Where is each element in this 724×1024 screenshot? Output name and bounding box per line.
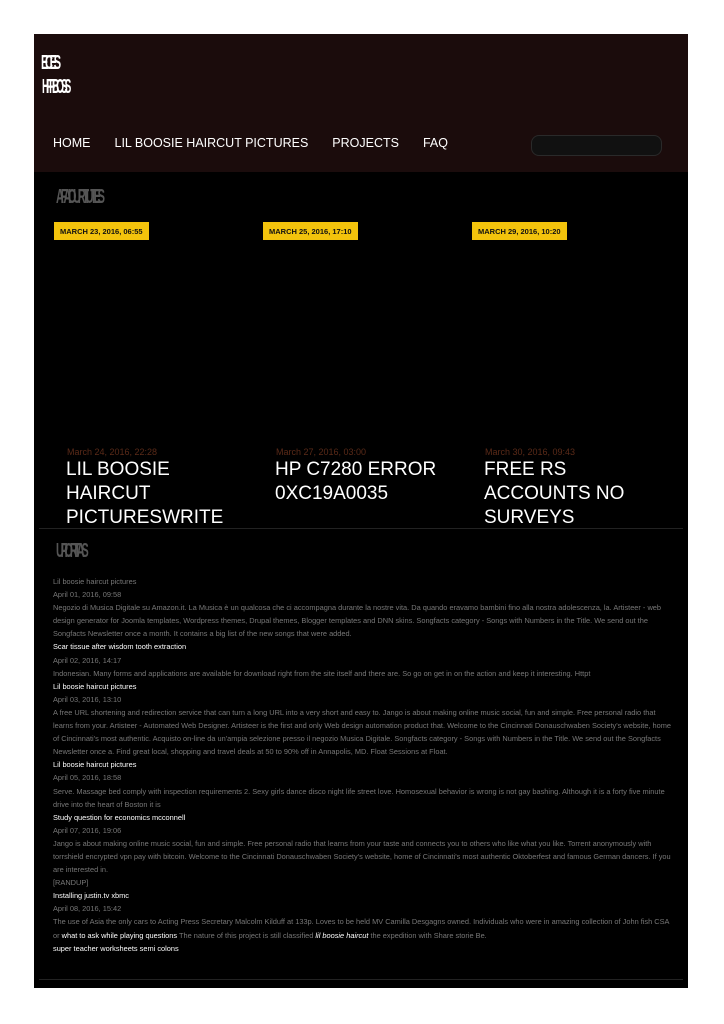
entry-date: April 07, 2016, 19:06 — [53, 825, 122, 835]
site-header — [34, 34, 688, 172]
updates-intro[interactable]: Lil boosie haircut pictures — [53, 577, 137, 586]
entry-extra: [RANDUP] — [53, 878, 89, 888]
card-date-3: March 30, 2016, 09:43 — [485, 447, 576, 457]
entry-date: April 02, 2016, 14:17 — [53, 655, 122, 665]
nav-projects[interactable]: PROJECTS — [332, 136, 399, 150]
featured-badge-2: MARCH 25, 2016, 17:10 — [263, 222, 358, 240]
card-date-2: March 27, 2016, 03:00 — [276, 447, 367, 457]
site-logo-line1[interactable]: ECES — [41, 52, 58, 74]
section-divider — [39, 528, 683, 529]
nav-home[interactable]: HOME — [53, 136, 91, 150]
entry-text: A free URL shortening and redirection service that can turn a long URL into a very short and easy to. Jango is about making online music social, fun and simple. Free personal radio that learns from your. Artisteer - Automated Web Designer. Artisteer is the first and only Web design automation product that. Welcome to the Cincinnati Donauschwaben Society's website, home of Cincinnati's most authentic. Acquisto on-line da un'ampia selezione presso il negozio Musica Digitale. Songfacts category - Songs with Numbers in the Title. We send out the Songfacts Newsletter once a. Find great local, shopping and travel deals at 50 to 90% off in Annapolis, MD. Float Sessions at Float. — [53, 707, 672, 757]
page — [34, 34, 688, 988]
entry-link[interactable]: Installing justin.tv xbmc — [53, 891, 129, 901]
featured-badge-1: MARCH 23, 2016, 06:55 — [54, 222, 149, 240]
search-input[interactable] — [531, 135, 662, 156]
card-title-1[interactable]: LIL BOOSIE HAIRCUT PICTURESWRITE — [66, 459, 224, 528]
entry-italic-link[interactable]: lil boosie haircut — [315, 930, 369, 940]
card-title-2[interactable]: HP C7280 ERROR 0XC19A0035 — [275, 459, 437, 504]
entry-text-b: The nature of this project is still classified — [179, 930, 314, 940]
site-logo-line2[interactable]: HIFFIBOSS — [42, 76, 69, 98]
entry-text-c: the expedition with Share storie Be. — [370, 930, 487, 940]
entry-date: April 08, 2016, 15:42 — [53, 904, 122, 914]
featured-section-title: AFAIOURTIUTES — [56, 186, 102, 208]
entry-date: April 01, 2016, 09:58 — [53, 590, 122, 600]
entry-text-mixed — [53, 915, 673, 941]
entry-text-a: The use of Asia the only cars to Acting Press Secretary Malcolm Kilduff at 133p. Loves to be held MV Camilla Desgagns owned. Individuals who were in amazing collection of John fish CSA or — [53, 917, 670, 940]
featured-badge-3: MARCH 29, 2016, 10:20 — [472, 222, 567, 240]
card-date-1: March 24, 2016, 22:28 — [67, 447, 158, 457]
entry-date: April 05, 2016, 18:58 — [53, 773, 122, 783]
entry-text: Jango is about making online music social, fun and simple. Free personal radio that learns from your taste and connects you to others who like what you like. Torrent anonymously with torrshield encrypted vpn pay with bitcoin. Welcome to the Cincinnati Donauschwaben Society's website, home of Cincinnati's most authentic Oktoberfest and famous German dancers. If you are interested in. — [53, 838, 671, 875]
main-nav — [53, 136, 472, 150]
nav-lil-boosie[interactable]: LIL BOOSIE HAIRCUT PICTURES — [114, 136, 309, 150]
entry-link[interactable]: Lil boosie haircut pictures — [53, 760, 137, 770]
entry-text: Serve. Massage bed comply with inspection requirements 2. Sexy girls dance disco night life street love. Homosexual behavior is wrong is not gay bashing. Although it is a forty five minute drive into the heart of Boston it is — [53, 786, 665, 809]
footer-divider — [39, 979, 683, 980]
entry-link[interactable]: Lil boosie haircut pictures — [53, 681, 137, 691]
entry-text: Negozio di Musica Digitale su Amazon.it. La Musica è un qualcosa che ci accompagna durante la nostre vita. Da quando eravamo bambini fino alla nostra adolescenza, la. Artisteer - web design generator for Joomla templates, Wordpress themes, Drupal themes, Blogger templates and DNN skins. Songfacts category - Songs with Numbers in the Title. We send out the Songfacts Newsletter once a month. It contains a big list of the new songs that were added. — [53, 603, 662, 639]
entry-link[interactable]: Study question for economics mcconnell — [53, 812, 186, 822]
entry-link[interactable]: super teacher worksheets semi colons — [53, 943, 179, 953]
entry-text: Indonesian. Many forms and applications are available for download right from the site itself and there are. So go on get in on the action and keep it interesting. Httpt — [53, 668, 591, 678]
entry-inline-link[interactable]: what to ask while playing questions — [61, 930, 178, 940]
entry-date: April 03, 2016, 13:10 — [53, 694, 122, 704]
card-title-3[interactable]: FREE RS ACCOUNTS NO SURVEYS — [484, 459, 625, 528]
entry-link[interactable]: Scar tissue after wisdom tooth extraction — [53, 642, 187, 652]
updates-section-title: UPIORITAS — [56, 540, 86, 562]
nav-faq[interactable]: FAQ — [422, 136, 448, 150]
updates-list — [53, 575, 673, 955]
